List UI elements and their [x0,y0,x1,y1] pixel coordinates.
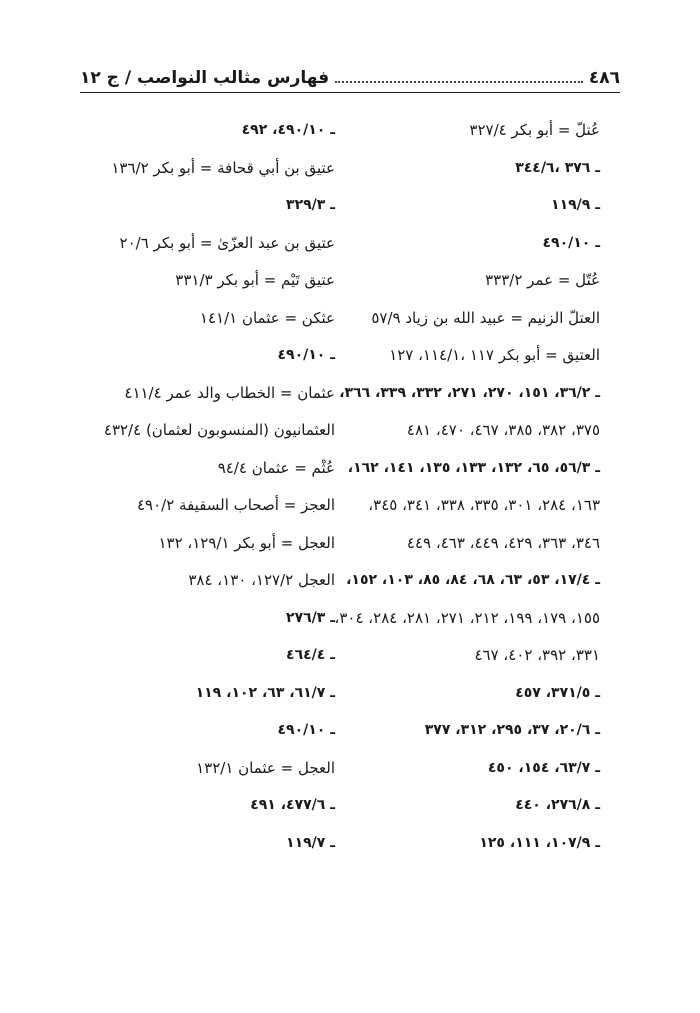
right-column [334,112,600,862]
index-entry: العجل ١٢٧/٢، ١٣٠، ٣٨٤ [188,571,335,589]
index-entry: ٣٧٥، ٣٨٢، ٣٨٥، ٤٦٧، ٤٧٠، ٤٨١ [406,421,600,439]
index-entry: ـ ٤٧٧/٦، ٤٩١ [250,797,335,813]
index-entry: العجل = أبو بكر ١٢٩/١، ١٣٢ [158,533,335,552]
index-entry: ١٦٣، ٢٨٤، ٣٠١، ٣٣٥، ٣٣٨، ٣٤١، ٣٤٥، [368,496,600,514]
index-entry: عُثْم = عثمان ٩٤/٤ [217,458,335,477]
index-entry: ـ ٤٩٠/١٠ [277,347,335,363]
index-entry: ـ ٤٩٠/١٠ [277,722,335,738]
index-entry: ـ ٤٦٤/٤ [286,647,335,663]
index-entry: ـ ١٠٧/٩، ١١١، ١٢٥ [479,834,600,851]
index-entry: ـ ٤٩٠/١٠ [542,234,600,251]
index-entry: ـ ٢٠/٦، ٣٧، ٢٩٥، ٣١٢، ٣٧٧ [424,722,600,738]
index-entry: العتلّ الزنيم = عبيد الله بن زياد ٥٧/٩ [371,308,600,327]
index-entry: ١٥٥، ١٧٩، ١٩٩، ٢١٢، ٢٧١، ٢٨١، ٢٨٤، ٣٠٤، [334,608,600,627]
index-entry: ـ ١٧/٤، ٥٣، ٦٣، ٦٨، ٨٤، ٨٥، ١٠٣، ١٥٢، [346,572,600,588]
index-entry: العجز = أصحاب السقيفة ٤٩٠/٢ [137,496,335,514]
left-column [100,112,335,862]
index-entry: ـ ٢٧٦/٣ [286,609,335,626]
index-entry: ـ ٤٩٠/١٠، ٤٩٢ [241,122,335,138]
index-entry: ـ ٣٦/٢، ١٥١، ٢٧٠، ٢٧١، ٣٣٢، ٣٣٩، ٣٦٦، [339,384,600,401]
index-entry: العجل = عثمان ١٣٢/١ [196,758,335,777]
index-entry: عُتّل = عمر ٣٣٣/٢ [485,271,600,289]
page-number: ٤٨٦ [588,68,620,88]
index-entry: العتيق = أبو بكر ١١٧ ،١١٤/١، ١٢٧ [389,346,600,364]
index-entry: ـ ٣٧٦ ،٣٤٤/٦ [515,159,600,176]
index-entry: عتيق بن عبد العزّىٰ = أبو بكر ٢٠/٦ [119,233,335,252]
page-header [80,64,620,93]
index-entry: ـ ٥٦/٣، ٦٥، ١٣٢، ١٣٣، ١٣٥، ١٤١، ١٦٢، [347,459,600,476]
index-entry: ـ ٣٧١/٥، ٤٥٧ [515,684,600,701]
index-entry: عُتلّ = أبو بكر ٣٢٧/٤ [469,121,600,139]
index-entry: ـ ٦٣/٧، ١٥٤، ٤٥٠ [487,759,600,776]
index-entry: عتيق بن أبي قحافة = أبو بكر ١٣٦/٢ [111,158,335,177]
index-entry: ـ ٣٢٩/٣ [286,197,335,213]
header-dot-leader [335,81,583,83]
index-entry: ـ ٢٧٦/٨، ٤٤٠ [515,797,600,813]
index-entry: ـ ٦١/٧، ٦٣، ١٠٢، ١١٩ [195,684,335,701]
index-entry: العثمانيون (المنسوبون لعثمان) ٤٣٢/٤ [103,421,335,439]
index-entry: ٣٤٦، ٣٦٣، ٤٢٩، ٤٤٩، ٤٦٣، ٤٤٩ [406,533,600,552]
index-columns [100,112,600,862]
index-entry: ٣٣١، ٣٩٢، ٤٠٢، ٤٦٧ [474,646,600,664]
index-entry: عتيق تَيْم = أبو بكر ٣٣١/٣ [175,271,335,289]
index-entry: عثمان = الخطاب والد عمر ٤١١/٤ [124,383,335,402]
index-entry: ـ ١١٩/٩ [551,197,600,213]
running-title: فهارس مثالب النواصب / ج ١٢ [80,68,330,88]
index-entry: ـ ١١٩/٧ [286,834,335,851]
index-entry: عثكن = عثمان ١٤١/١ [199,308,335,327]
